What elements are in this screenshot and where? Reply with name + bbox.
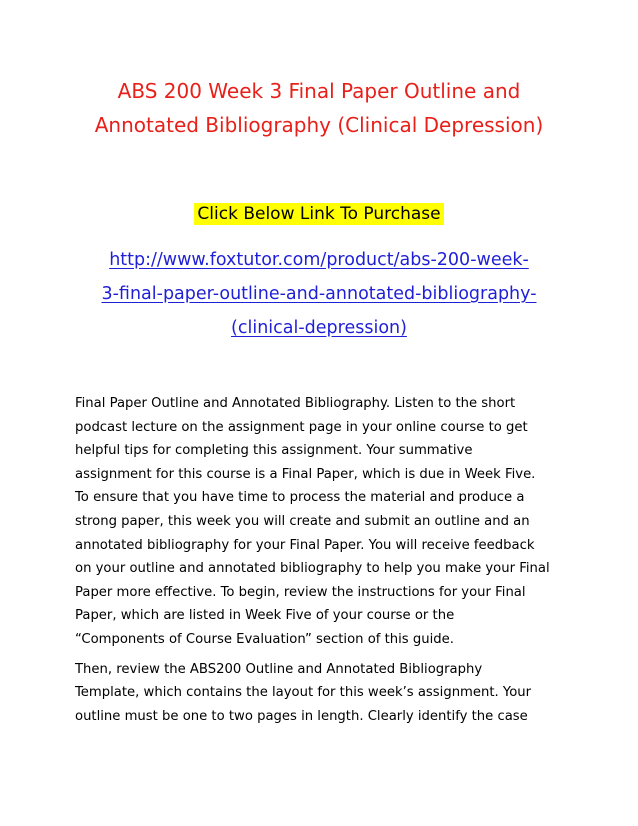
link-line: http://www.foxtutor.com/product/abs-200-week-	[109, 250, 529, 270]
text-line: on your outline and annotated bibliography to help you make your Final	[75, 561, 550, 577]
text-line: helpful tips for completing this assignment. Your summative	[75, 443, 473, 459]
text-line: To ensure that you have time to process the material and produce a	[75, 490, 525, 506]
text-line: Final Paper Outline and Annotated Bibliography. Listen to the short	[75, 396, 516, 411]
title-line: Annotated Bibliography (Clinical Depression)	[94, 113, 544, 137]
text-line: Paper, which are listed in Week Five of your course or the	[75, 608, 455, 624]
paragraph-1	[75, 392, 570, 652]
text-line: “Components of Course Evaluation” section of this guide.	[75, 631, 454, 647]
text-line: Then, review the ABS200 Outline and Annotated Bibliography	[75, 661, 483, 677]
text-line: Paper more effective. To begin, review the instructions for your Final	[75, 584, 526, 600]
text-line: annotated bibliography for your Final Paper. You will receive feedback	[75, 537, 535, 553]
title-line: ABS 200 Week 3 Final Paper Outline and	[117, 79, 521, 103]
purchase-link[interactable]	[70, 243, 568, 345]
paragraph-2	[75, 658, 570, 729]
document-title	[60, 74, 578, 142]
text-line: Template, which contains the layout for this week’s assignment. Your	[75, 685, 532, 701]
text-line: podcast lecture on the assignment page in your online course to get	[75, 419, 528, 435]
link-line: 3-final-paper-outline-and-annotated-bibliography-	[101, 284, 537, 304]
purchase-label: Click Below Link To Purchase	[194, 203, 443, 225]
text-line: assignment for this course is a Final Paper, which is due in Week Five.	[75, 466, 536, 482]
text-line: outline must be one to two pages in length. Clearly identify the case	[75, 708, 528, 724]
link-line: (clinical-depression)	[231, 318, 407, 338]
purchase-callout	[0, 200, 638, 228]
body-text	[75, 392, 570, 728]
text-line: strong paper, this week you will create and submit an outline and an	[75, 513, 530, 529]
